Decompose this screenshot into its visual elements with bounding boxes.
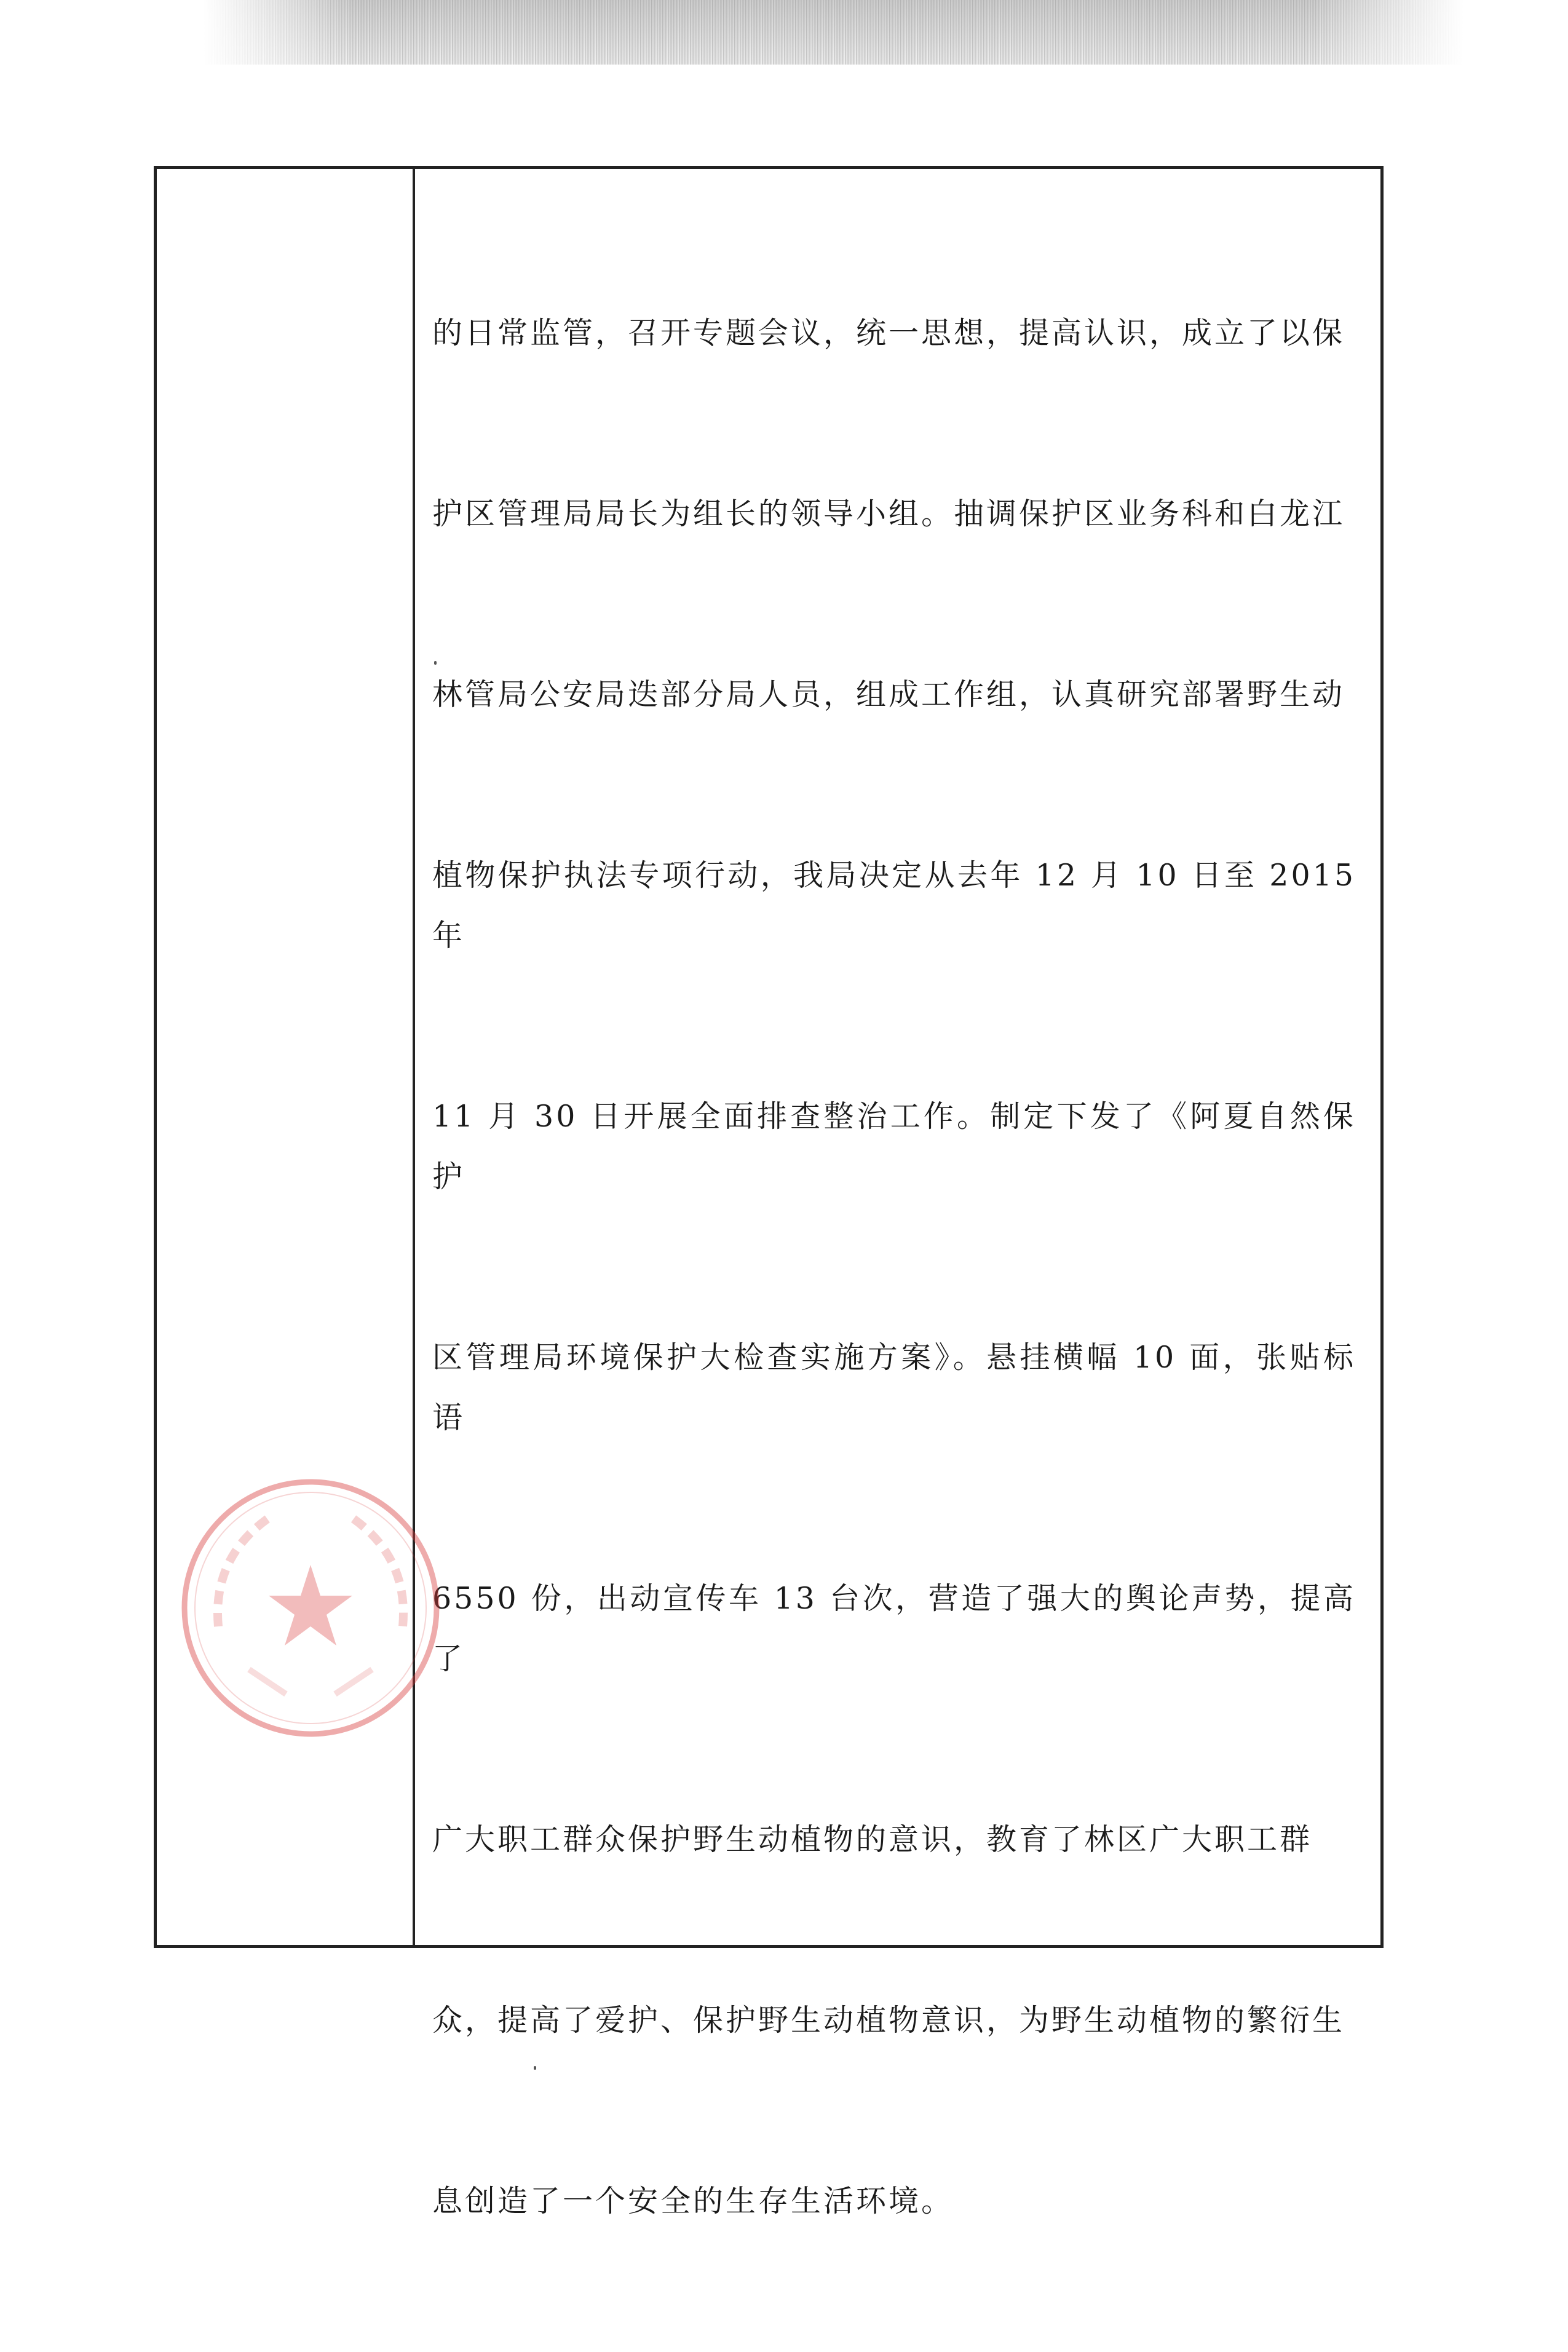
- paragraph-line: 的日常监管，召开专题会议，统一思想，提高认识，成立了以保: [432, 315, 1345, 350]
- paragraph-line: 护区管理局局长为组长的领导小组。抽调保护区业务科和白龙江: [432, 496, 1345, 531]
- paragraph-line: 11 月 30 日开展全面排查整治工作。制定下发了《阿夏自然保护: [432, 1099, 1356, 1194]
- paragraph-line: 6550 份，出动宣传车 13 台次，营造了强大的舆论声势，提高了: [432, 1581, 1356, 1676]
- report-paragraph: [432, 183, 1368, 2352]
- seal-star: [269, 1565, 352, 1645]
- official-seal-icon: [175, 1473, 446, 1743]
- paragraph-line: 广大职工群众保护野生动植物的意识，教育了林区广大职工群: [432, 1822, 1313, 1857]
- content-column-cell: [415, 169, 1380, 2219]
- scan-noise-fade-right: [1310, 0, 1463, 65]
- scan-speck: [434, 661, 437, 665]
- paragraph-line: 众，提高了爱护、保护野生动植物意识，为野生动植物的繁衍生: [432, 2003, 1345, 2038]
- scan-noise-fade-left: [203, 0, 357, 65]
- scan-speck: [534, 2066, 536, 2070]
- seal-bottom-marks: [249, 1669, 372, 1694]
- paragraph-line: 林管局公安局迭部分局人员，组成工作组，认真研究部署野生动: [432, 677, 1345, 712]
- paragraph-line: 植物保护执法专项行动，我局决定从去年 12 月 10 日至 2015 年: [432, 858, 1368, 953]
- paragraph-line: 息创造了一个安全的生存生活环境。: [432, 2184, 954, 2219]
- paragraph-line: 区管理局环境保护大检查实施方案》。悬挂横幅 10 面，张贴标语: [432, 1340, 1356, 1435]
- scan-noise-strip: [203, 0, 1463, 65]
